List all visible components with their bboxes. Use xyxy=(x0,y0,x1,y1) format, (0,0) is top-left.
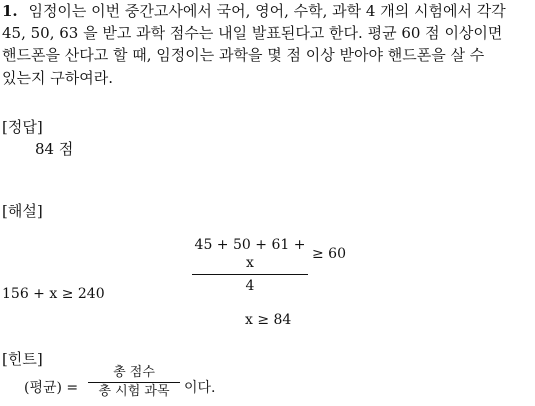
hint-fraction xyxy=(88,365,180,400)
equation-1-rhs: ≥ 60 xyxy=(312,246,346,262)
equation-1-numerator: 45 + 50 + 61 + x xyxy=(194,237,306,271)
equation-1-fraction xyxy=(192,236,308,295)
problem-number: 1. xyxy=(2,2,18,20)
equation-2: 156 + x ≥ 240 xyxy=(2,286,105,302)
hint-suffix: 이다. xyxy=(184,380,216,396)
answer-value: 84 점 xyxy=(35,140,74,158)
fraction-bar xyxy=(192,274,308,275)
problem-text-1: 임정이는 이번 중간고사에서 국어, 영어, 수학, 과학 4 개의 시험에서 각각 xyxy=(28,2,506,20)
answer-heading: [정답] xyxy=(2,118,43,136)
equation-1-denominator: 4 xyxy=(245,278,255,294)
hint-denominator: 총 시험 과목 xyxy=(98,384,170,399)
hint-heading: [힌트] xyxy=(2,350,43,368)
problem-line-1 xyxy=(2,0,506,22)
hint-numerator: 총 점수 xyxy=(113,365,155,380)
problem-line-3: 핸드폰을 산다고 할 때, 임정이는 과학을 몇 점 이상 받아야 핸드폰을 살 수 xyxy=(2,46,485,64)
problem-line-4: 있는지 구하여라. xyxy=(2,69,113,87)
problem-line-2: 45, 50, 63 을 받고 과학 점수는 내일 발표된다고 한다. 평균 60 점 이상이면 xyxy=(2,24,503,42)
hint-lhs: (평균) = xyxy=(24,380,79,396)
hint-fraction-bar xyxy=(88,382,180,383)
equation-3: x ≥ 84 xyxy=(245,312,292,328)
explanation-heading: [해설] xyxy=(2,202,43,220)
